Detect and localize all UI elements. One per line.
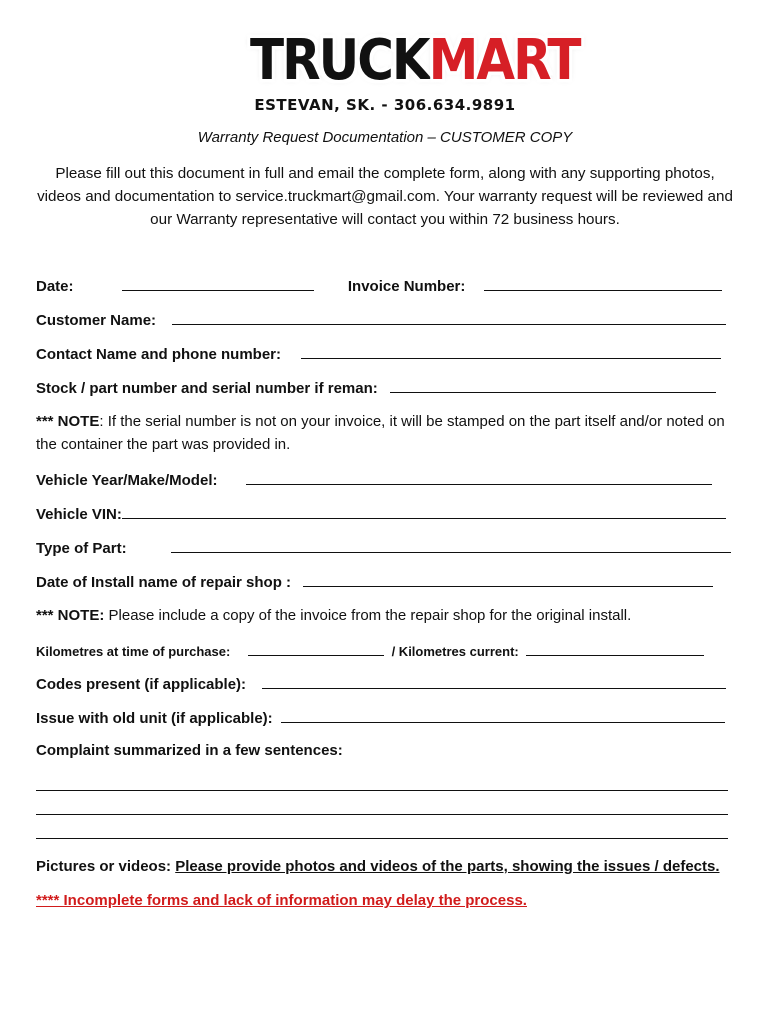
complaint-row bbox=[36, 742, 343, 759]
date-row bbox=[36, 276, 722, 295]
customer-name-row bbox=[36, 310, 726, 329]
codes-field[interactable] bbox=[262, 674, 726, 689]
invoice-note: *** NOTE: Please include a copy of the invoice from the repair shop for the original install. bbox=[36, 607, 632, 624]
km-current-field[interactable] bbox=[526, 641, 704, 656]
customer-name-label: Customer Name: bbox=[36, 312, 157, 329]
km-current-label: / Kilometres current: bbox=[391, 644, 519, 659]
vin-label: Vehicle VIN: bbox=[36, 506, 122, 523]
stock-part-label: Stock / part number and serial number if reman: bbox=[36, 380, 378, 397]
issue-label: Issue with old unit (if applicable): bbox=[36, 710, 273, 727]
complaint-label: Complaint summarized in a few sentences: bbox=[36, 742, 343, 759]
vin-row bbox=[36, 504, 726, 523]
codes-row bbox=[36, 674, 726, 693]
codes-label: Codes present (if applicable): bbox=[36, 676, 247, 693]
install-row bbox=[36, 572, 713, 591]
complaint-line-2[interactable] bbox=[36, 814, 728, 815]
vehicle-label: Vehicle Year/Make/Model: bbox=[36, 472, 218, 489]
complaint-line-3[interactable] bbox=[36, 838, 728, 839]
issue-row bbox=[36, 708, 725, 727]
page-title: Warranty Request Documentation – CUSTOMER COPY bbox=[197, 129, 573, 146]
kilometres-row bbox=[36, 641, 704, 659]
part-type-row bbox=[36, 538, 731, 557]
stock-part-field[interactable] bbox=[390, 378, 716, 393]
pictures-instruction: Please provide photos and videos of the parts, showing the issues / defects. bbox=[175, 858, 720, 875]
issue-field[interactable] bbox=[281, 708, 725, 723]
invoice-number-label: Invoice Number: bbox=[347, 278, 466, 295]
vin-field[interactable] bbox=[122, 504, 726, 519]
contact-label: Contact Name and phone number: bbox=[36, 346, 282, 363]
invoice-number-field[interactable] bbox=[484, 276, 722, 291]
pictures-label: Pictures or videos: bbox=[36, 858, 172, 875]
complaint-line-1[interactable] bbox=[36, 790, 728, 791]
contact-row bbox=[36, 344, 721, 363]
logo-wordmark: TRUCKMART bbox=[250, 27, 580, 93]
pictures-row bbox=[36, 858, 720, 875]
contact-field[interactable] bbox=[301, 344, 721, 359]
date-field[interactable] bbox=[122, 276, 314, 291]
part-type-label: Type of Part: bbox=[36, 540, 127, 557]
stock-part-row bbox=[36, 378, 716, 397]
km-purchase-label: Kilometres at time of purchase: bbox=[36, 644, 231, 659]
install-field[interactable] bbox=[303, 572, 713, 587]
serial-note: *** NOTE: If the serial number is not on your invoice, it will be stamped on the part itself and/or noted on the container the part was provided in. bbox=[36, 413, 725, 453]
intro-paragraph: Please fill out this document in full and email the complete form, along with any supporting photos, videos and documentation to service.truckmart@gmail.com. Your warranty request will be reviewed and our Warranty representative will contact you within 72 business hours. bbox=[37, 165, 733, 228]
vehicle-field[interactable] bbox=[246, 470, 712, 485]
part-type-field[interactable] bbox=[171, 538, 731, 553]
truckmart-logo bbox=[250, 24, 580, 120]
install-label: Date of Install name of repair shop : bbox=[36, 574, 292, 591]
logo-subtitle: ESTEVAN, SK. - 306.634.9891 bbox=[254, 96, 516, 114]
incomplete-warning: **** Incomplete forms and lack of information may delay the process. bbox=[36, 892, 527, 909]
km-purchase-field[interactable] bbox=[248, 641, 384, 656]
warning-row bbox=[36, 892, 527, 909]
vehicle-row bbox=[36, 470, 712, 489]
date-label: Date: bbox=[36, 278, 74, 295]
customer-name-field[interactable] bbox=[172, 310, 726, 325]
